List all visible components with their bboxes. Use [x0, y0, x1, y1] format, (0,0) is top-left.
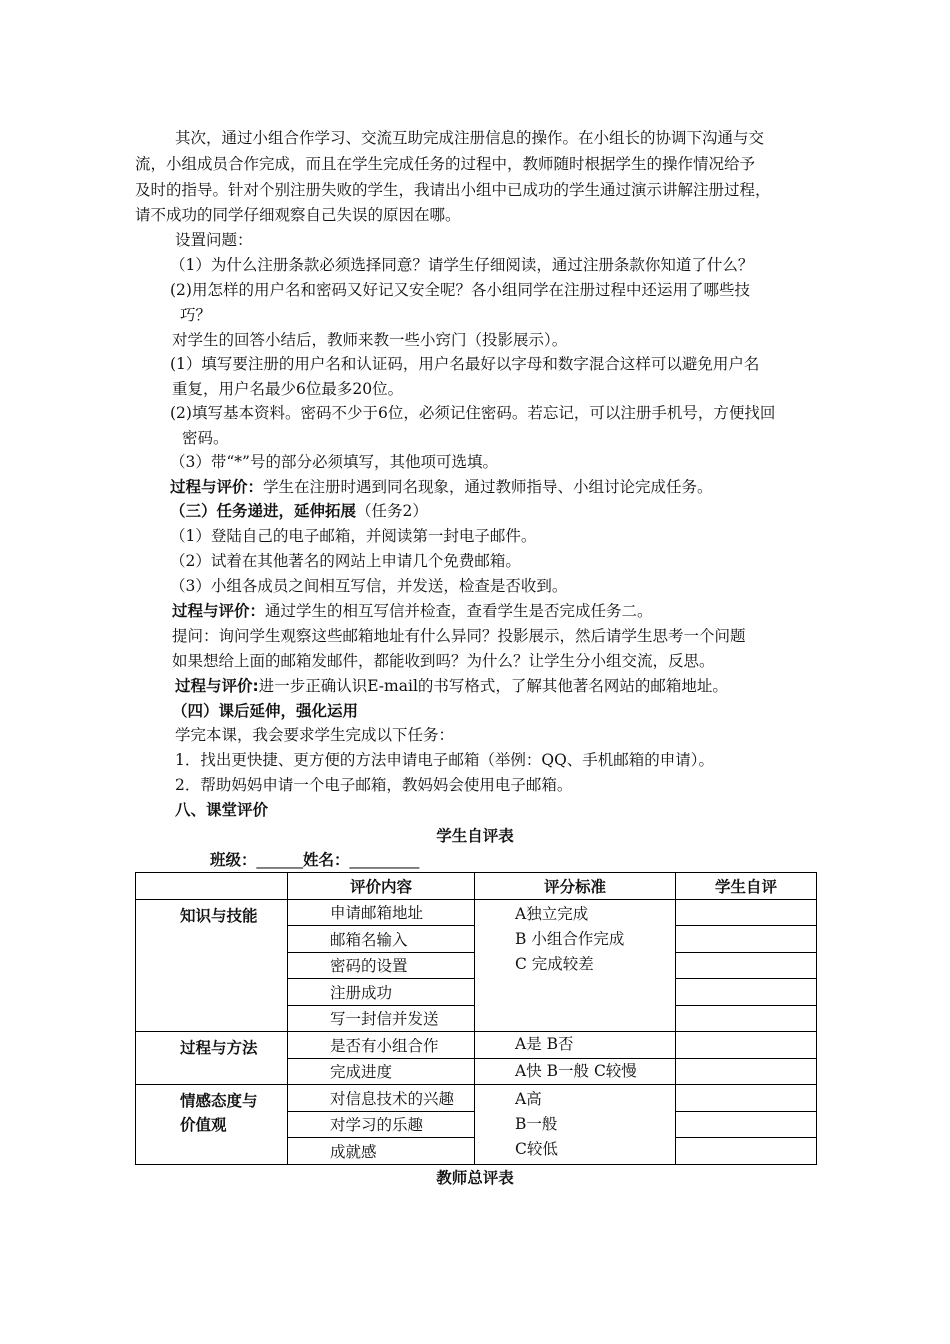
item-cell: 是否有小组合作 [288, 1032, 475, 1059]
self-eval-cell[interactable] [676, 899, 817, 926]
table-row [136, 1085, 817, 1112]
tip-2-line-1: (2)填写基本资料。密码不少于6位，必须记住密码。若忘记，可以注册手机号，方便找回 [170, 404, 776, 422]
tip-2-line-2: 密码。 [182, 429, 229, 447]
header-cell-self-eval: 学生自评 [676, 873, 817, 900]
evaluation-2 [172, 601, 653, 621]
teacher-table-title: 教师总评表 [436, 1169, 514, 1187]
criteria-knowledge-skills: A独立完成 B 小组合作完成 C 完成较差 [475, 899, 676, 1032]
criteria-cell: A是 B否 [475, 1032, 676, 1059]
question-2-line-2: 巧？ [180, 306, 212, 324]
evaluation-1-text: 学生在注册时遇到同名现象，通过教师指导、小组讨论完成任务。 [263, 478, 713, 496]
class-blank: ______ [256, 851, 304, 869]
item-cell: 注册成功 [288, 979, 475, 1006]
section-3-item-2: （2）试着在其他著名的网站上申请几个免费邮箱。 [170, 552, 521, 570]
evaluation-1-label: 过程与评价： [170, 478, 264, 496]
header-cell-empty [136, 873, 288, 900]
section-4-title: （四）课后延伸，强化运用 [172, 702, 359, 720]
evaluation-2-label: 过程与评价： [172, 602, 266, 620]
category-process-methods: 过程与方法 [136, 1032, 288, 1085]
self-eval-table-title: 学生自评表 [436, 827, 514, 845]
section-4-item-2: 2．帮助妈妈申请一个电子邮箱，教妈妈会使用电子邮箱。 [175, 776, 573, 794]
paragraph-line-4: 请不成功的同学仔细观察自己失误的原因在哪。 [135, 206, 461, 224]
tip-1-line-2: 重复，用户名最少6位最多20位。 [172, 380, 404, 398]
section-3-title: （三）任务递进，延伸拓展（任务2） [170, 502, 428, 520]
question-block-line-1: 提问：询问学生观察这些邮箱地址有什么异同？投影展示，然后请学生思考一个问题 [172, 627, 746, 645]
item-cell: 写一封信并发送 [288, 1005, 475, 1032]
section-8-title: 八、课堂评价 [175, 801, 269, 819]
header-cell-criteria: 评分标准 [475, 873, 676, 900]
table-row [136, 899, 817, 926]
table-row [136, 1032, 817, 1059]
evaluation-1 [170, 477, 713, 497]
question-block-line-2: 如果想给上面的邮箱发邮件，都能收到吗？为什么？让学生分小组交流，反思。 [172, 652, 715, 670]
self-eval-cell[interactable] [676, 926, 817, 953]
self-eval-cell[interactable] [676, 1005, 817, 1032]
item-cell: 成就感 [288, 1138, 475, 1165]
item-cell: 申请邮箱地址 [288, 899, 475, 926]
name-blank: _________ [349, 851, 420, 869]
questions-heading: 设置问题： [175, 231, 253, 249]
evaluation-3-text: 进一步正确认识E-mail的书写格式，了解其他著名网站的邮箱地址。 [258, 677, 728, 695]
item-cell: 完成进度 [288, 1058, 475, 1085]
tip-1-line-1: (1）填写要注册的用户名和认证码，用户名最好以字母和数字混合这样可以避免用户名 [170, 355, 760, 373]
header-cell-content: 评价内容 [288, 873, 475, 900]
item-cell: 邮箱名输入 [288, 926, 475, 953]
table-header-row [136, 873, 817, 900]
criteria-cell: A快 B一般 C较慢 [475, 1058, 676, 1085]
section-4-item-1: 1．找出更快捷、更方便的方法申请电子邮箱（举例：QQ、手机邮箱的申请）。 [175, 751, 715, 769]
question-1: （1）为什么注册条款必须选择同意？请学生仔细阅读，通过注册条款你知道了什么？ [170, 256, 754, 274]
section-3-item-3: （3）小组各成员之间相互写信，并发送，检查是否收到。 [170, 577, 568, 595]
self-eval-cell[interactable] [676, 1111, 817, 1138]
self-eval-cell[interactable] [676, 979, 817, 1006]
criteria-attitude-values: A高 B一般 C较低 [475, 1085, 676, 1165]
self-eval-table [135, 872, 817, 1165]
tip-3: （3）带“*”号的部分必须填写，其他项可选填。 [170, 453, 498, 471]
class-name-line: 班级：______姓名：_________ [210, 851, 420, 869]
self-eval-cell[interactable] [676, 1138, 817, 1165]
category-knowledge-skills: 知识与技能 [136, 899, 288, 1032]
paragraph-line-2: 流，小组成员合作完成，而且在学生完成任务的过程中，教师随时根据学生的操作情况给予 [135, 155, 756, 173]
self-eval-cell[interactable] [676, 952, 817, 979]
category-attitude-values: 情感态度与 价值观 [136, 1085, 288, 1165]
section-3-item-1: （1）登陆自己的电子邮箱，并阅读第一封电子邮件。 [170, 527, 537, 545]
evaluation-3-label: 过程与评价: [175, 677, 259, 695]
tips-intro: 对学生的回答小结后，教师来教一些小窍门（投影展示）。 [172, 331, 568, 349]
self-eval-cell[interactable] [676, 1085, 817, 1112]
evaluation-2-text: 通过学生的相互写信并检查，查看学生是否完成任务二。 [265, 602, 653, 620]
self-eval-cell[interactable] [676, 1058, 817, 1085]
self-eval-cell[interactable] [676, 1032, 817, 1059]
paragraph-line-1: 其次，通过小组合作学习、交流互助完成注册信息的操作。在小组长的协调下沟通与交 [175, 129, 765, 147]
evaluation-3 [175, 676, 728, 696]
section-4-intro: 学完本课，我会要求学生完成以下任务： [175, 726, 455, 744]
item-cell: 对学习的乐趣 [288, 1111, 475, 1138]
item-cell: 密码的设置 [288, 952, 475, 979]
item-cell: 对信息技术的兴趣 [288, 1085, 475, 1112]
paragraph-line-3: 及时的指导。针对个别注册失败的学生，我请出小组中已成功的学生通过演示讲解注册过程， [135, 181, 771, 199]
question-2-line-1: (2)用怎样的用户名和密码又好记又安全呢？各小组同学在注册过程中还运用了哪些技 [170, 281, 750, 299]
